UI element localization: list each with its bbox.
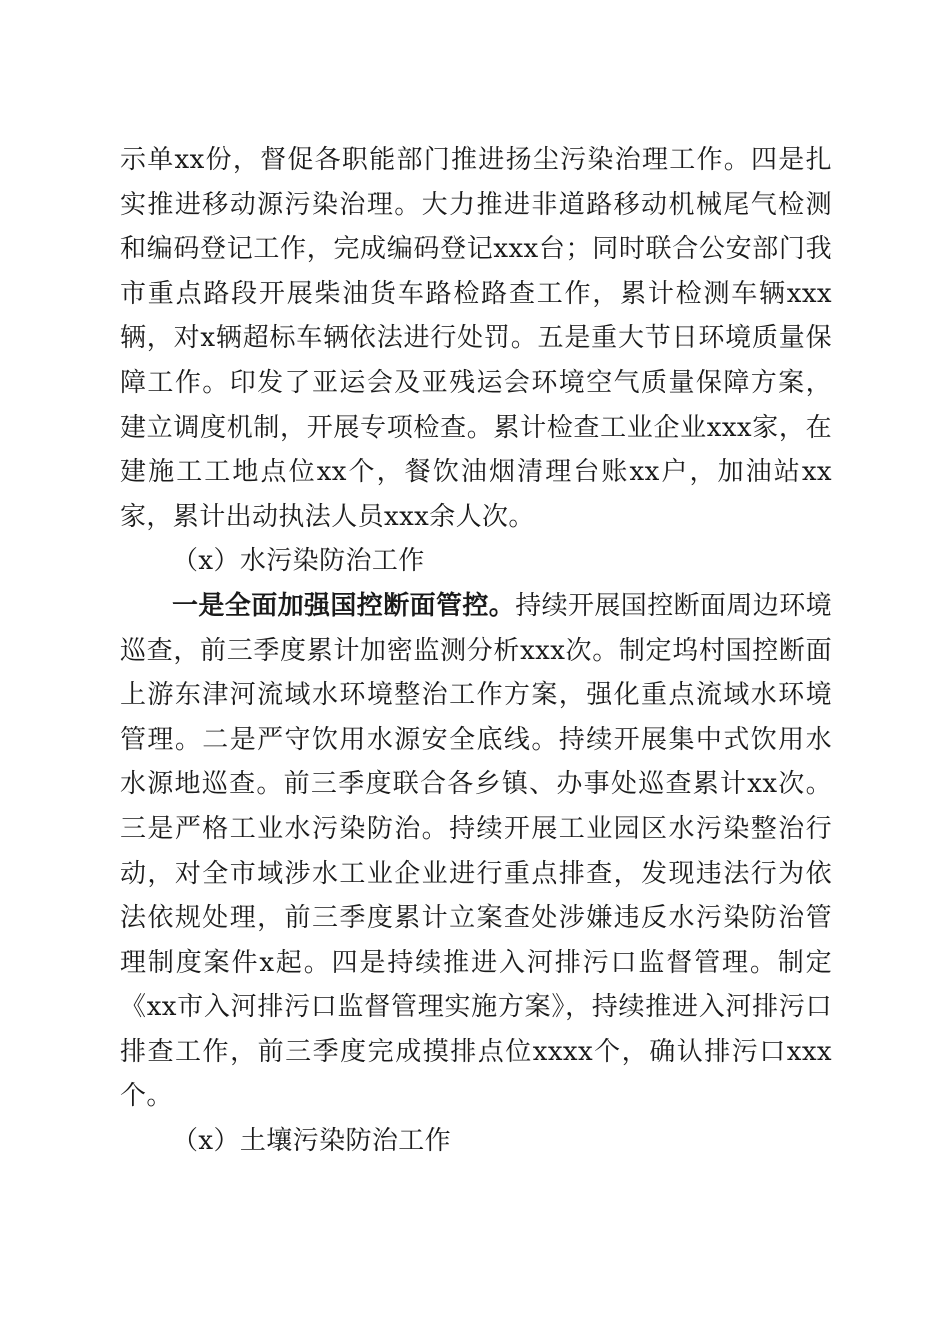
heading-water-pollution: （x）水污染防治工作 — [172, 546, 425, 577]
paragraph-air-continuation: 示单xx份，督促各职能部门推进扬尘污染治理工作。四是扎实推进移动源污染治理。大力推进非道路移动机械尾气检测和编码登记工作，完成编码登记xxx台；同时联合公安部门我市重点路段开展柴油货车路检路查工作，累计检测车辆xxx辆，对x辆超标车辆依法进行处罚。五是重大节日环境质量保障工作。印发了亚运会及亚残运会环境空气质量保障方案，建立调度机制，开展专项检查。累计检查工业企业xxx家，在建施工工地点位xx个，餐饮油烟清理台账xx户，加油站xx家，累计出动执法人员xxx余人次。 — [120, 145, 832, 532]
paragraph-water-pollution — [120, 584, 832, 1119]
paragraph-water-body: 持续开展国控断面周边环境巡查，前三季度累计加密监测分析xxx次。制定坞村国控断面上游东津河流域水环境整治工作方案，强化重点流域水环境管理。二是严守饮用水源安全底线。持续开展集中式饮用水水源地巡查。前三季度联合各乡镇、办事处巡查累计xx次。三是严格工业水污染防治。持续开展工业园区水污染整治行动，对全市域涉水工业企业进行重点排查，发现违法行为依法依规处理，前三季度累计立案查处涉嫌违反水污染防治管理制度案件x起。四是持续推进入河排污口监督管理。制定《xx市入河排污口监督管理实施方案》，持续推进入河排污口排查工作，前三季度完成摸排点位xxxx个，确认排污口xxx个。 — [120, 590, 833, 1112]
document-body — [120, 138, 832, 1164]
heading-soil-pollution: （x）土壤污染防治工作 — [172, 1126, 452, 1157]
paragraph-lead-sentence: 一是全面加强国控断面管控。 — [172, 590, 516, 621]
